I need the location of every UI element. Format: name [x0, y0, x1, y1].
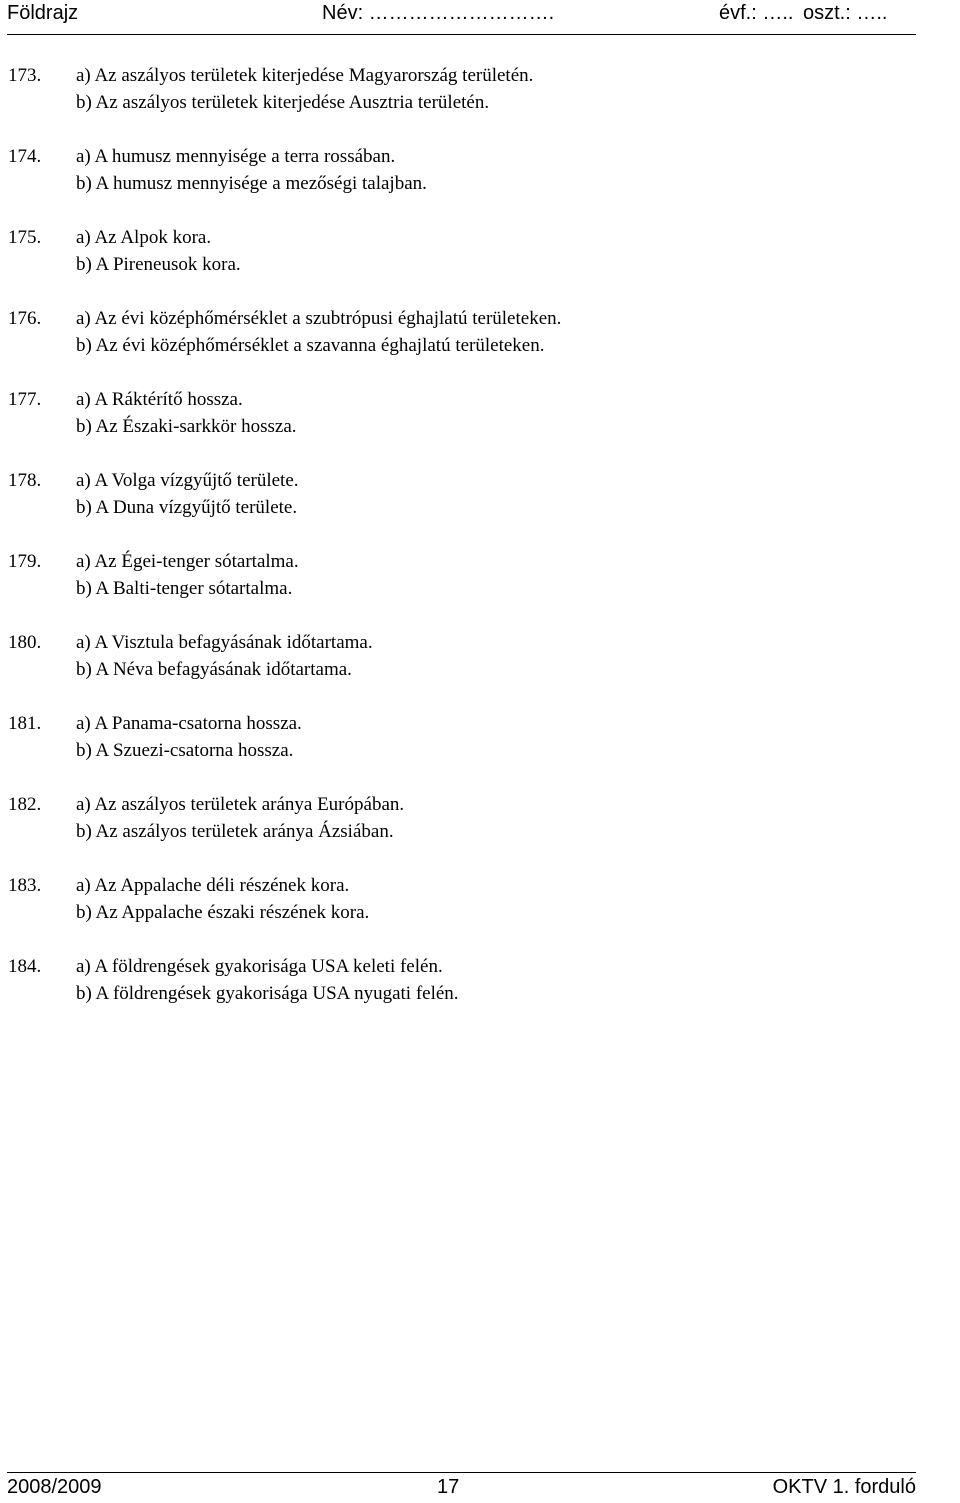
question-item	[8, 629, 908, 683]
question-item	[8, 224, 908, 278]
question-number: 173.	[8, 65, 42, 86]
question-option-b: b) Az aszályos területek aránya Ázsiában.	[76, 821, 394, 842]
name-field: Név: ……………………….	[322, 2, 555, 24]
question-option-b: b) A földrengések gyakorisága USA nyugati felén.	[76, 983, 459, 1004]
question-option-a: a) Az aszályos területek aránya Európában.	[76, 794, 405, 815]
question-item	[8, 386, 908, 440]
question-option-b: b) A Balti-tenger sótartalma.	[76, 578, 293, 599]
question-item	[8, 548, 908, 602]
page-number: 17	[437, 1476, 460, 1498]
school-year: 2008/2009	[7, 1476, 102, 1498]
question-option-b: b) A Pireneusok kora.	[76, 254, 241, 275]
grade-field: évf.: …..	[719, 2, 794, 24]
question-option-a: a) A Panama-csatorna hossza.	[76, 713, 302, 734]
question-option-a: a) A Ráktérítő hossza.	[76, 389, 243, 410]
question-option-b: b) Az Északi-sarkkör hossza.	[76, 416, 297, 437]
question-option-a: a) Az aszályos területek kiterjedése Magyarország területén.	[76, 65, 534, 86]
question-option-a: a) A humusz mennyisége a terra rossában.	[76, 146, 396, 167]
competition-round: OKTV 1. forduló	[772, 1476, 916, 1498]
question-option-b: b) A humusz mennyisége a mezőségi talajban.	[76, 173, 427, 194]
question-number: 183.	[8, 875, 42, 896]
question-option-b: b) Az évi középhőmérséklet a szavanna éghajlatú területeken.	[76, 335, 545, 356]
page-footer	[7, 1472, 916, 1503]
question-number: 179.	[8, 551, 42, 572]
question-item	[8, 953, 908, 1007]
question-list	[8, 62, 908, 1007]
question-option-a: a) Az Appalache déli részének kora.	[76, 875, 350, 896]
question-option-a: a) Az Égei-tenger sótartalma.	[76, 551, 299, 572]
question-number: 184.	[8, 956, 42, 977]
page-header	[7, 0, 916, 35]
question-item	[8, 143, 908, 197]
question-item	[8, 872, 908, 926]
question-item	[8, 62, 908, 116]
question-number: 180.	[8, 632, 42, 653]
question-option-b: b) A Néva befagyásának időtartama.	[76, 659, 352, 680]
question-option-a: a) A földrengések gyakorisága USA keleti felén.	[76, 956, 443, 977]
question-number: 177.	[8, 389, 42, 410]
question-option-b: b) Az Appalache északi részének kora.	[76, 902, 370, 923]
question-option-a: a) Az évi középhőmérséklet a szubtrópusi éghajlatú területeken.	[76, 308, 562, 329]
question-option-b: b) A Duna vízgyűjtő területe.	[76, 497, 298, 518]
question-number: 176.	[8, 308, 42, 329]
question-number: 182.	[8, 794, 42, 815]
class-field: oszt.: …..	[803, 2, 888, 24]
question-item	[8, 791, 908, 845]
question-option-b: b) Az aszályos területek kiterjedése Ausztria területén.	[76, 92, 490, 113]
question-item	[8, 305, 908, 359]
subject-label: Földrajz	[7, 2, 79, 24]
question-item	[8, 467, 908, 521]
question-option-b: b) A Szuezi-csatorna hossza.	[76, 740, 294, 761]
question-option-a: a) A Volga vízgyűjtő területe.	[76, 470, 299, 491]
question-number: 178.	[8, 470, 42, 491]
question-option-a: a) A Visztula befagyásának időtartama.	[76, 632, 373, 653]
question-number: 175.	[8, 227, 42, 248]
question-number: 174.	[8, 146, 42, 167]
question-item	[8, 710, 908, 764]
question-option-a: a) Az Alpok kora.	[76, 227, 212, 248]
question-number: 181.	[8, 713, 42, 734]
